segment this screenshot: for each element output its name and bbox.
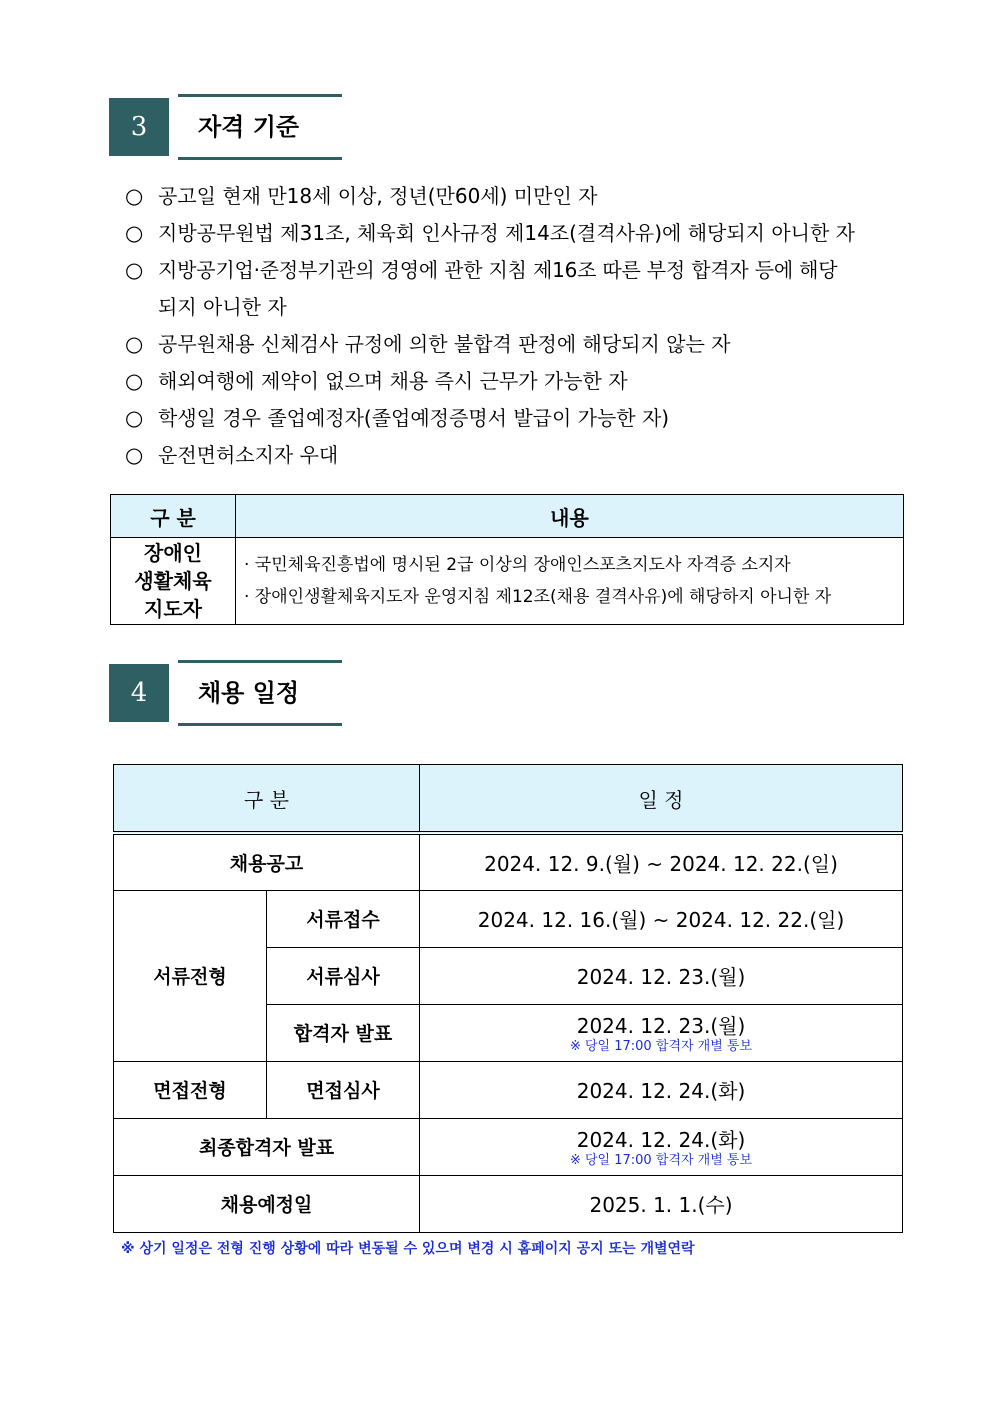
row-label: 채용공고	[114, 833, 420, 890]
circle-bullet-icon: ○	[125, 443, 144, 467]
header-schedule: 일 정	[420, 765, 903, 834]
list-item: ○ 지방공기업·준정부기관의 경영에 관한 지침 제16조 따른 부정 합격자 등에 해당	[125, 252, 905, 289]
row-label: 서류접수	[267, 890, 420, 947]
table-row	[111, 538, 904, 625]
table-row	[114, 1118, 903, 1175]
section-number: 3	[109, 98, 169, 156]
header-content: 내용	[236, 495, 904, 538]
list-item-continuation: 되지 아니한 자	[158, 295, 287, 319]
list-item: ○ 운전면허소지자 우대	[125, 437, 905, 474]
row-date: 2024. 12. 23.(월)	[420, 947, 903, 1004]
list-item: ○ 지방공무원법 제31조, 체육회 인사규정 제14조(결격사유)에 해당되지 아니한 자	[125, 215, 905, 252]
circle-bullet-icon: ○	[125, 221, 144, 245]
section-3-header	[109, 94, 324, 164]
row-label: 합격자 발표	[267, 1004, 420, 1061]
note-text: ※ 당일 17:00 합격자 개별 통보	[569, 1039, 753, 1054]
row-label: 면접심사	[267, 1061, 420, 1118]
list-item: ○ 공무원채용 신체검사 규정에 의한 불합격 판정에 해당되지 않는 자	[125, 326, 905, 363]
row-label: 서류심사	[267, 947, 420, 1004]
section-4-header	[109, 660, 324, 730]
row-date: 2024. 12. 24.(화)	[420, 1061, 903, 1118]
table-row	[114, 1175, 903, 1232]
section-title: 채용 일정	[178, 660, 342, 726]
note-text: ※ 당일 17:00 합격자 개별 통보	[569, 1153, 753, 1168]
qualification-table	[110, 494, 904, 625]
row-date-with-note: 2024. 12. 23.(월) ※ 당일 17:00 합격자 개별 통보	[420, 1004, 903, 1061]
category-cell: 장애인 생활체육 지도자	[111, 538, 236, 625]
row-label: 최종합격자 발표	[114, 1118, 420, 1175]
circle-bullet-icon: ○	[125, 332, 144, 356]
stage-label: 면접전형	[114, 1061, 267, 1118]
section-title: 자격 기준	[178, 94, 342, 160]
list-item: ○ 해외여행에 제약이 없으며 채용 즉시 근무가 가능한 자	[125, 363, 905, 400]
table-row	[114, 833, 903, 890]
table-header-row	[111, 495, 904, 538]
qualification-list	[125, 178, 905, 474]
row-label: 채용예정일	[114, 1175, 420, 1232]
row-date-with-note: 2024. 12. 24.(화) ※ 당일 17:00 합격자 개별 통보	[420, 1118, 903, 1175]
detail-cell: · 국민체육진흥법에 명시된 2급 이상의 장애인스포츠지도사 자격증 소지자 · 장애인생활체육지도자 운영지침 제12조(채용 결격사유)에 해당하지 아니한 자	[236, 538, 904, 625]
table-row	[114, 890, 903, 947]
section-number: 4	[109, 664, 169, 722]
table-header-row	[114, 765, 903, 834]
row-date: 2025. 1. 1.(수)	[420, 1175, 903, 1232]
row-date: 2024. 12. 9.(월) ~ 2024. 12. 22.(일)	[420, 833, 903, 890]
schedule-table	[113, 764, 903, 1233]
schedule-footnote: ※ 상기 일정은 전형 진행 상황에 따라 변동될 수 있으며 변경 시 홈페이지 공지 또는 개별연락	[121, 1241, 695, 1257]
header-category: 구 분	[114, 765, 420, 834]
table-row	[114, 1061, 903, 1118]
circle-bullet-icon: ○	[125, 258, 144, 282]
list-item: ○ 학생일 경우 졸업예정자(졸업예정증명서 발급이 가능한 자)	[125, 400, 905, 437]
list-item: ○ 공고일 현재 만18세 이상, 정년(만60세) 미만인 자	[125, 178, 905, 215]
circle-bullet-icon: ○	[125, 184, 144, 208]
circle-bullet-icon: ○	[125, 406, 144, 430]
stage-label: 서류전형	[114, 890, 267, 1061]
circle-bullet-icon: ○	[125, 369, 144, 393]
header-category: 구 분	[111, 495, 236, 538]
row-date: 2024. 12. 16.(월) ~ 2024. 12. 22.(일)	[420, 890, 903, 947]
